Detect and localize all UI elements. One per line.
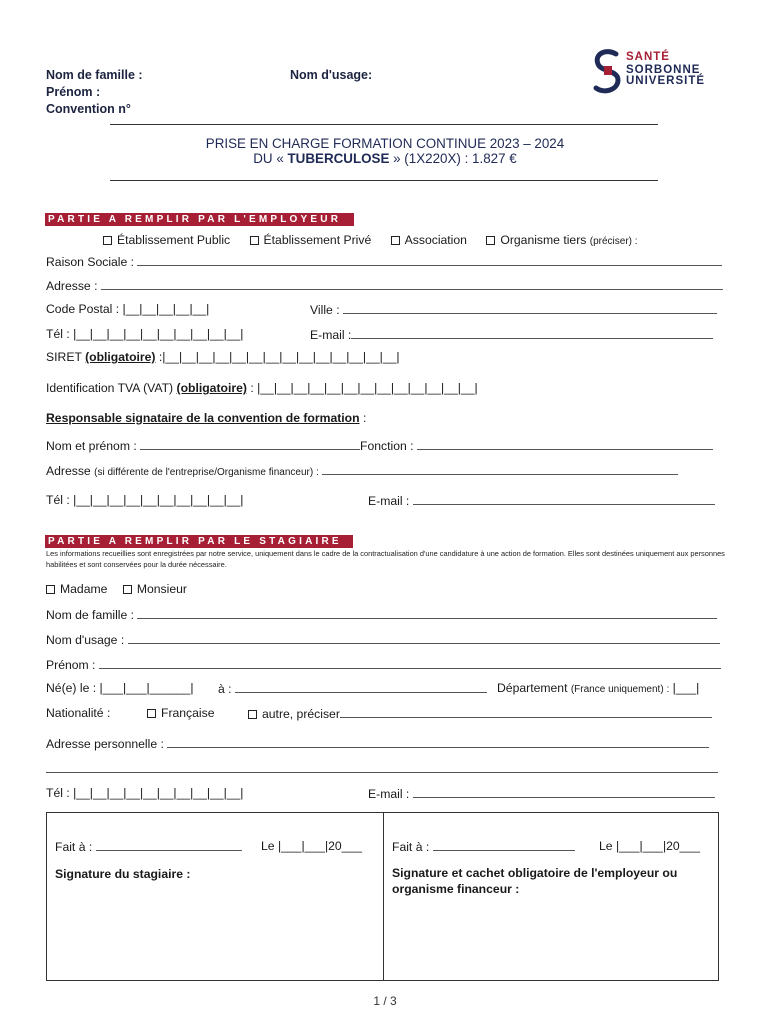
logo-line-3: UNIVERSITÉ bbox=[626, 75, 706, 87]
checkbox-public[interactable]: Établissement Public bbox=[103, 233, 230, 247]
trainee-family-name-field[interactable]: Nom de famille : bbox=[46, 607, 717, 622]
trainee-email-field[interactable]: E-mail : bbox=[368, 786, 715, 801]
top-rule bbox=[110, 124, 658, 125]
family-name-label: Nom de famille : bbox=[46, 68, 143, 82]
trainee-usage-name-field[interactable]: Nom d'usage : bbox=[46, 632, 720, 647]
checkbox-third-party[interactable]: Organisme tiers bbox=[486, 233, 586, 247]
trainee-first-name-field[interactable]: Prénom : bbox=[46, 657, 721, 672]
siret-field[interactable]: SIRET (obligatoire) :|__|__|__|__|__|__|__|__|__|__|__|__|__|__| bbox=[46, 350, 400, 364]
tva-field[interactable]: Identification TVA (VAT) (obligatoire) : |__|__|__|__|__|__|__|__|__|__|__|__|__| bbox=[46, 381, 478, 395]
checkbox-monsieur[interactable]: Monsieur bbox=[123, 582, 187, 596]
personal-address-line-2[interactable] bbox=[46, 761, 718, 776]
raison-sociale-field[interactable]: Raison Sociale : bbox=[46, 254, 722, 269]
title-price: : 1.827 € bbox=[464, 151, 517, 166]
first-name-label: Prénom : bbox=[46, 85, 101, 99]
code-postal-field[interactable]: Code Postal : |__|__|__|__|__| bbox=[46, 302, 210, 316]
signatory-function-field[interactable]: Fonction : bbox=[360, 438, 713, 453]
signature-table bbox=[46, 812, 719, 981]
employer-section-header: PARTIE A REMPLIR PAR L'EMPLOYEUR bbox=[45, 213, 354, 226]
signatory-name-field[interactable]: Nom et prénom : bbox=[46, 438, 360, 453]
document-title-line-1: PRISE EN CHARGE FORMATION CONTINUE 2023 – 2024 bbox=[205, 136, 565, 151]
usage-name-label: Nom d'usage: bbox=[290, 68, 373, 82]
title-prefix: DU « bbox=[253, 151, 288, 166]
page-number: 1 / 3 bbox=[373, 994, 397, 1008]
trainee-tel-field[interactable]: Tél : |__|__|__|__|__|__|__|__|__|__| bbox=[46, 786, 244, 800]
trainee-fait-a-field[interactable]: Fait à : bbox=[55, 839, 242, 854]
ville-field[interactable]: Ville : bbox=[310, 302, 717, 317]
adresse-field[interactable]: Adresse : bbox=[46, 278, 723, 293]
logo-line-2: SORBONNE bbox=[626, 64, 701, 76]
checkbox-association[interactable]: Association bbox=[391, 233, 467, 247]
convention-label: Convention n° bbox=[46, 102, 131, 116]
birth-date-field[interactable]: Né(e) le : |___|___|______| bbox=[46, 681, 194, 695]
signatory-heading: Responsable signataire de la convention de formation : bbox=[46, 411, 367, 425]
birth-place-field[interactable]: à : bbox=[218, 681, 487, 696]
checkbox-madame[interactable]: Madame bbox=[46, 582, 107, 596]
employer-email-field[interactable]: E-mail : bbox=[310, 327, 713, 342]
title-course-name: TUBERCULOSE bbox=[287, 151, 390, 166]
employer-type-row bbox=[103, 233, 638, 247]
trainee-signature-label: Signature du stagiaire : bbox=[55, 867, 191, 881]
privacy-notice: Les informations recueillies sont enregistrées par notre service, uniquement dans le cadre de la contractualisation d'une candidature à une action de formation. Elles sont destinées uniquement aux personnes habilitées et sont conservées pour la durée nécessaire. bbox=[46, 549, 725, 569]
employer-date-field[interactable]: Le |___|___|20___ bbox=[599, 839, 700, 853]
signatory-address-field[interactable]: Adresse (si différente de l'entreprise/Organisme financeur) : bbox=[46, 463, 678, 478]
sorbonne-logo bbox=[592, 48, 712, 96]
third-party-note: (préciser) : bbox=[589, 236, 638, 247]
title-course-code: » (1X220X) bbox=[389, 151, 465, 166]
employer-signature-label-2: organisme financeur : bbox=[392, 882, 520, 896]
nationality-label: Nationalité : bbox=[46, 706, 111, 720]
civility-row bbox=[46, 582, 187, 596]
title-bottom-rule bbox=[110, 180, 658, 181]
employer-tel-field[interactable]: Tél : |__|__|__|__|__|__|__|__|__|__| bbox=[46, 327, 244, 341]
signatory-tel-field[interactable]: Tél : |__|__|__|__|__|__|__|__|__|__| bbox=[46, 493, 244, 507]
logo-emblem-icon bbox=[592, 48, 624, 96]
checkbox-french[interactable]: Française bbox=[147, 706, 215, 720]
logo-line-1: SANTÉ bbox=[626, 51, 670, 63]
checkbox-other-nationality[interactable]: autre, préciser bbox=[248, 706, 712, 721]
trainee-section-header: PARTIE A REMPLIR PAR LE STAGIAIRE bbox=[45, 535, 353, 548]
checkbox-private[interactable]: Établissement Privé bbox=[250, 233, 372, 247]
employer-fait-a-field[interactable]: Fait à : bbox=[392, 839, 575, 854]
employer-signature-label-1: Signature et cachet obligatoire de l'employeur ou bbox=[392, 866, 678, 880]
signature-divider bbox=[383, 813, 384, 980]
signatory-email-field[interactable]: E-mail : bbox=[368, 493, 715, 508]
trainee-date-field[interactable]: Le |___|___|20___ bbox=[261, 839, 362, 853]
department-field[interactable]: Département (France uniquement) : |___| bbox=[497, 681, 700, 695]
document-title-line-2 bbox=[0, 151, 770, 166]
personal-address-field[interactable]: Adresse personnelle : bbox=[46, 736, 709, 751]
